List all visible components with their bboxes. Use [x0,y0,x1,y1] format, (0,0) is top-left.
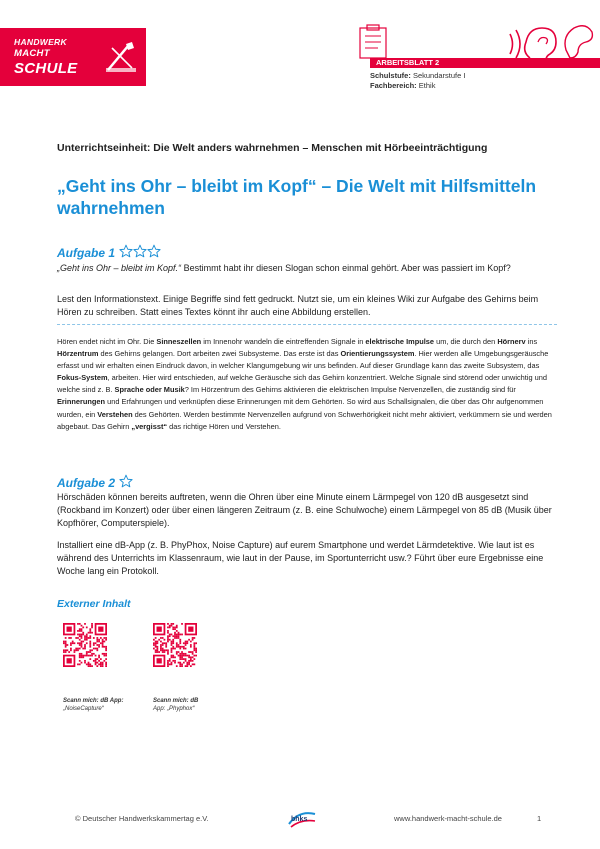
divider [57,324,557,325]
ear-icon [525,28,556,60]
tools-icon [104,38,140,78]
key-term: „vergisst“ [131,421,168,431]
key-term: elektrische Impulse [365,337,435,346]
footer-copyright: © Deutscher Handwerkskammertag e.V. [75,814,209,823]
logo-line-3: SCHULE [14,60,78,77]
difficulty-stars [119,244,161,261]
task1-heading [57,244,161,261]
task2-paragraph-1: Hörschäden können bereits auftreten, wenn die Ohren über eine Minute einem Lärmpegel von 120 dB ausgesetzt sind (Rockband im Konzert) oder über einen längeren Zeitraum (z. B. eine Schulwoche) einem Lärmpegel von 85 dB (Musik über Kopfhörer, Computerspiele). [57,492,552,528]
key-term: Orientierungssystem [340,349,415,359]
qr-caption-app: „NoiseCapture“ [63,706,104,712]
info-text-segment: im Innenohr wandeln die eintreffenden Signale in [201,337,366,346]
subject-area [370,81,435,90]
qr-caption-noisecapture [63,697,143,713]
brand-logo [0,28,146,86]
sound-waves-icon [510,30,520,58]
info-text-segment: , arbeiten. Hier wird entschieden, auf welche Geräusche sich das Gehirn konzentriert. Welche Signale sind störend oder unwichtig und welche sind z. B. [57,373,547,395]
difficulty-stars [119,474,133,491]
task1-heading-label: Aufgabe 1 [57,245,116,260]
clipboard-icon [360,25,386,58]
info-text [57,336,557,433]
page-title: „Geht ins Ohr – bleibt im Kopf“ – Die Welt mit Hilfsmitteln wahrnehmen [57,176,537,218]
logo-line-1: HANDWERK [14,37,67,47]
info-text-segment: des Gehirns gelangen. Dort arbeiten zwei Subsysteme. Das erste ist das [98,349,341,359]
key-term: Fokus-System [57,373,108,383]
task2-paragraph-2: Installiert eine dB-App (z. B. PhyPhox, Noise Capture) auf eurem Smartphone und werdet Lärmdetektive. Wie laut ist es während des Unterrichts im Klassenraum, wie laut in der Pause, im Sportunterricht usw.? Führt über eure Ergebnisse eine Woche lang ein Protokoll. [57,540,544,576]
school-level-label: Schulstufe: [370,71,411,80]
school-level [370,71,465,80]
task2-heading [57,474,133,491]
key-term: Sinneszellen [156,337,202,346]
subject-area-value: Ethik [418,81,436,90]
info-text-segment: ins [525,337,538,346]
task1-intro [57,262,557,275]
logo-line-2: MACHT [14,48,50,59]
task1-instructions: Lest den Informationstext. Einige Begriffe sind fett gedruckt. Nutzt sie, um ein kleines Wiki zur Aufgabe des Gehirns beim Hören zu schreiben. Statt eines Textes könnt ihr auch eine Abbildung erstellen. [57,294,539,317]
qr-caption-label: Scann mich: dB [153,698,199,704]
info-text-segment: . Hier werden alle Umgebungsgeräusche erfasst und wir erhalten einen Eindruck davon, in welcher Klangumgebung wir uns befinden. Auf dieser Grundlage kann das zweite Subsystem, das [57,349,549,371]
hearing-aid-icon [565,26,592,58]
info-text-segment: des Gehörten. Werden bestimmte Nervenzellen aufgrund von Schwerhörigkeit nicht mehr aktiviert, verkümmern sie und werden abgebaut. Das Gehirn [57,409,552,431]
qr-code-phyphox[interactable] [153,623,197,667]
task2-heading-label: Aufgabe 2 [57,475,116,490]
info-text-segment: Hören endet nicht im Ohr. Die [57,337,157,346]
qr-caption-phyphox [153,697,233,713]
qr-caption-app: App: „Phyphox“ [153,706,195,712]
key-term: Sprache oder Musik [114,385,185,395]
page-number: 1 [537,814,542,823]
key-term: Hörnerv [497,337,526,346]
task1-intro-text: Bestimmt habt ihr diesen Slogan schon einmal gehört. Aber was passiert im Kopf? [181,263,511,273]
unit-title: Unterrichtseinheit: Die Welt anders wahrnehmen – Menschen mit Hörbeeinträchtigung [57,142,488,154]
info-text-segment: ? Im Hörzentrum des Gehirns aktivieren die elektrischen Impulse Nervenzellen, die zuständig sind für [184,385,516,395]
star-icon [119,244,133,258]
slogan-text: „Geht ins Ohr – bleibt im Kopf.“ [57,263,182,273]
star-icon [119,474,133,488]
qr-caption-label: Scann mich: dB App: [63,698,124,704]
star-icon [133,244,147,258]
worksheet-band [370,58,600,68]
qr-code-noisecapture[interactable] [63,623,107,667]
star-icon [147,244,161,258]
key-term: Verstehen [97,409,133,419]
header-illustration [350,20,600,60]
bhks-logo [285,808,319,835]
footer-url[interactable]: www.handwerk-macht-schule.de [394,814,502,823]
subject-area-label: Fachbereich: [370,81,417,90]
worksheet-label: ARBEITSBLATT 2 [376,58,440,67]
external-content-heading: Externer Inhalt [57,598,131,610]
key-term: Hörzentrum [57,349,99,359]
info-text-segment: um, die durch den [434,337,498,346]
school-level-value: Sekundarstufe I [412,71,466,80]
bhks-logo-text: bhks [291,816,308,823]
info-text-segment: das richtige Hören und Verstehen. [167,421,281,431]
key-term: Erinnerungen [57,397,106,407]
info-text-segment: und Erfahrungen und verknüpfen diese Erinnerungen mit dem Gehörten. So wird aus Schallsignalen, die über das Ohr aufgenommen wurden, ein [57,397,544,419]
